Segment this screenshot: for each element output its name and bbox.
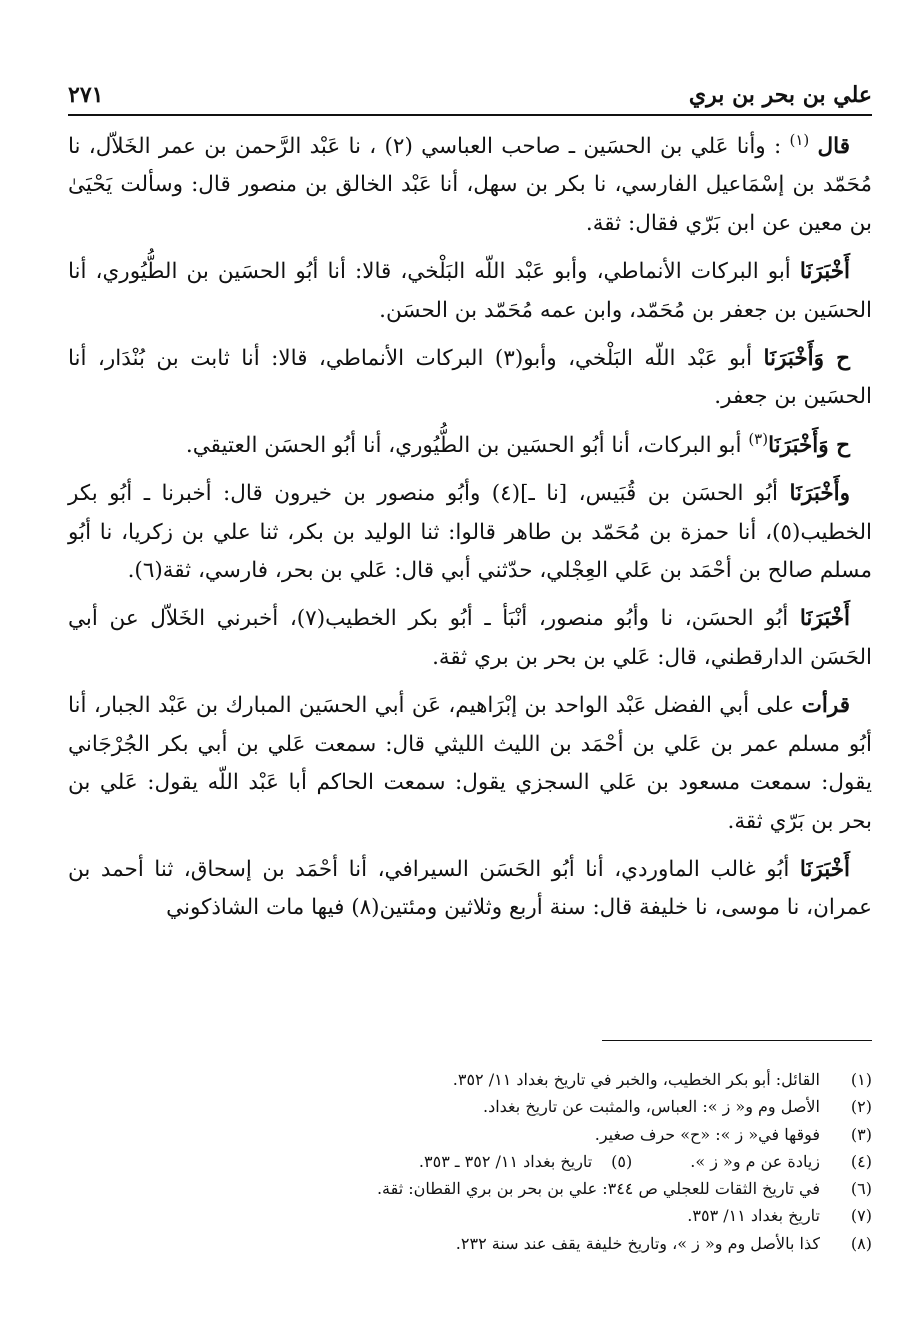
footnote-text: تاريخ بغداد ١١/ ٣٥٢ ـ ٣٥٣.	[418, 1151, 593, 1171]
paragraph-lead: أَخْبَرَنَا	[799, 856, 851, 882]
paragraph	[68, 427, 872, 465]
footnote-number: (١)	[850, 1070, 872, 1089]
paragraph-text: أبُو الحسَن، نا وأبُو منصور، أنْبَأ ـ أبُو بكر الخطيب(٧)، أخبرني الخَلاّل عن أبي الحَسَن الدارقطني، قال: عَلي بن بحر بن بري ثقة.	[68, 606, 872, 670]
paragraph-lead: وأَخْبَرَنَا	[789, 481, 850, 507]
paragraph	[68, 128, 872, 243]
page-number: ٢٧١	[68, 82, 104, 108]
footnote-number: (٥)	[611, 1151, 633, 1171]
footnote-number: (٣)	[850, 1124, 872, 1144]
footnote-number: (٨)	[850, 1233, 872, 1253]
footnotes	[68, 1066, 872, 1257]
running-title: علي بن بحر بن بري	[688, 82, 872, 108]
footnote	[68, 1230, 872, 1257]
footnote	[68, 1148, 872, 1175]
footnote-marker: (١)	[789, 130, 810, 149]
footnote	[68, 1093, 872, 1120]
paragraph-lead: أَخْبَرَنَا	[799, 259, 850, 285]
footnote-number: (٢)	[850, 1097, 872, 1117]
paragraph-text: أبُو الحسَن بن قُبَيس، [نا ـ](٤) وأبُو منصور بن خيرون قال: أخبرنا ـ أبُو بكر الخطيب(٥)، أنا حمزة بن مُحَمّد بن طاهر قالوا: ثنا الوليد بن بكر، ثنا علي بن زكريا، نا أبُو مسلم صالح بن أحْمَد بن عَلي العِجْلي، حدّثني أبي قال: عَلي بن بحر، فارسي، ثقة(٦).	[68, 481, 872, 584]
paragraph-text: أبو البركات الأنماطي، وأبو عَبْد اللّه البَلْخي، قالا: أنا أبُو الحسَين بن الطُّيُوري، أنا الحسَين بن جعفر بن مُحَمّد، وابن عمه مُحَمّد بن الحسَن.	[68, 259, 872, 323]
paragraph-lead: ح وَأَخْبَرَنَا	[768, 432, 850, 458]
page-header	[68, 68, 872, 116]
paragraph-text: : وأنا عَلي بن الحسَين ـ صاحب العباسي (٢) ، نا عَبْد الرَّحمن بن عمر الخَلاّل، نا مُحَمّد بن إسْمَاعيل الفارسي، نا بكر بن سهل، أنا عَبْد الخالق بن منصور قال: وسألت يَحْيَىٰ بن معين عن ابن بَرّي فقال: ثقة.	[68, 134, 872, 236]
footnote-number: (٤)	[850, 1151, 872, 1171]
footnote-text: زيادة عن م و« ز ».	[690, 1151, 820, 1171]
paragraph	[68, 600, 872, 677]
footnote-text: كذا بالأصل وم و« ز »، وتاريخ خليفة يقف عند سنة ٢٣٢.	[455, 1233, 820, 1253]
footnote	[68, 1121, 872, 1148]
paragraph-text: أبو البركات، أنا أبُو الحسَين بن الطُّيُوري، أنا أبُو الحسَن العتيقي.	[185, 432, 742, 458]
paragraph	[68, 475, 872, 590]
footnote	[68, 1066, 872, 1093]
paragraph	[68, 851, 872, 928]
paragraph-lead: قال	[817, 134, 850, 159]
footnote-marker: (٣)	[748, 429, 769, 448]
footnote	[68, 1175, 872, 1202]
footnote-text: في تاريخ الثقات للعجلي ص ٣٤٤: علي بن بحر بن بري القطان: ثقة.	[376, 1179, 820, 1199]
paragraph-text: أبُو غالب الماوردي، أنا أبُو الحَسَن السيرافي، أنا أحْمَد بن إسحاق، ثنا أحمد بن عمران، نا موسى، نا خليفة قال: سنة أربع وثلاثين ومئتين(٨) فيها مات الشاذكوني	[68, 856, 872, 921]
footnote-number: (٧)	[850, 1206, 872, 1226]
paragraph-text: على أبي الفضل عَبْد الواحد بن إبْرَاهيم، عَن أبي الحسَين المبارك بن عَبْد الجبار، أنا أبُو مسلم عمر بن عَلي بن أحْمَد بن الليث الليثي قال: سمعت عَلي بن أبي بكر الجُرْجَاني يقول: سمعت مسعود بن عَلي السجزي يقول: سمعت الحاكم أبا عَبْد اللّه يقول: عَلي بن بحر بن بَرّي ثقة.	[68, 693, 872, 834]
footnote-text: تاريخ بغداد ١١/ ٣٥٣.	[687, 1206, 820, 1226]
footnote-text: فوقها في« ز »: «ح» حرف صغير.	[594, 1124, 820, 1144]
paragraph	[68, 253, 872, 330]
footnote-text: الأصل وم و« ز »: العباس، والمثبت عن تاريخ بغداد.	[483, 1097, 820, 1117]
paragraph-text: أبو عَبْد اللّه البَلْخي، وأبو(٣) البركات الأنماطي، قالا: أنا ثابت بن بُنْدَار، أنا الحسَين بن جعفر.	[68, 346, 872, 410]
paragraph	[68, 340, 872, 417]
footnote-inline	[419, 1148, 632, 1175]
footnote-text: القائل: أبو بكر الخطيب، والخبر في تاريخ بغداد ١١/ ٣٥٢.	[452, 1070, 820, 1089]
paragraph-lead: قرأت	[801, 693, 851, 719]
paragraph-lead: ح وَأَخْبَرَنَا	[763, 346, 850, 372]
footnote	[68, 1202, 872, 1229]
main-text	[68, 128, 872, 938]
footnote-number: (٦)	[850, 1179, 872, 1199]
paragraph-lead: أَخْبَرَنَا	[799, 606, 851, 632]
paragraph	[68, 687, 872, 841]
footnote-separator	[602, 1040, 872, 1041]
